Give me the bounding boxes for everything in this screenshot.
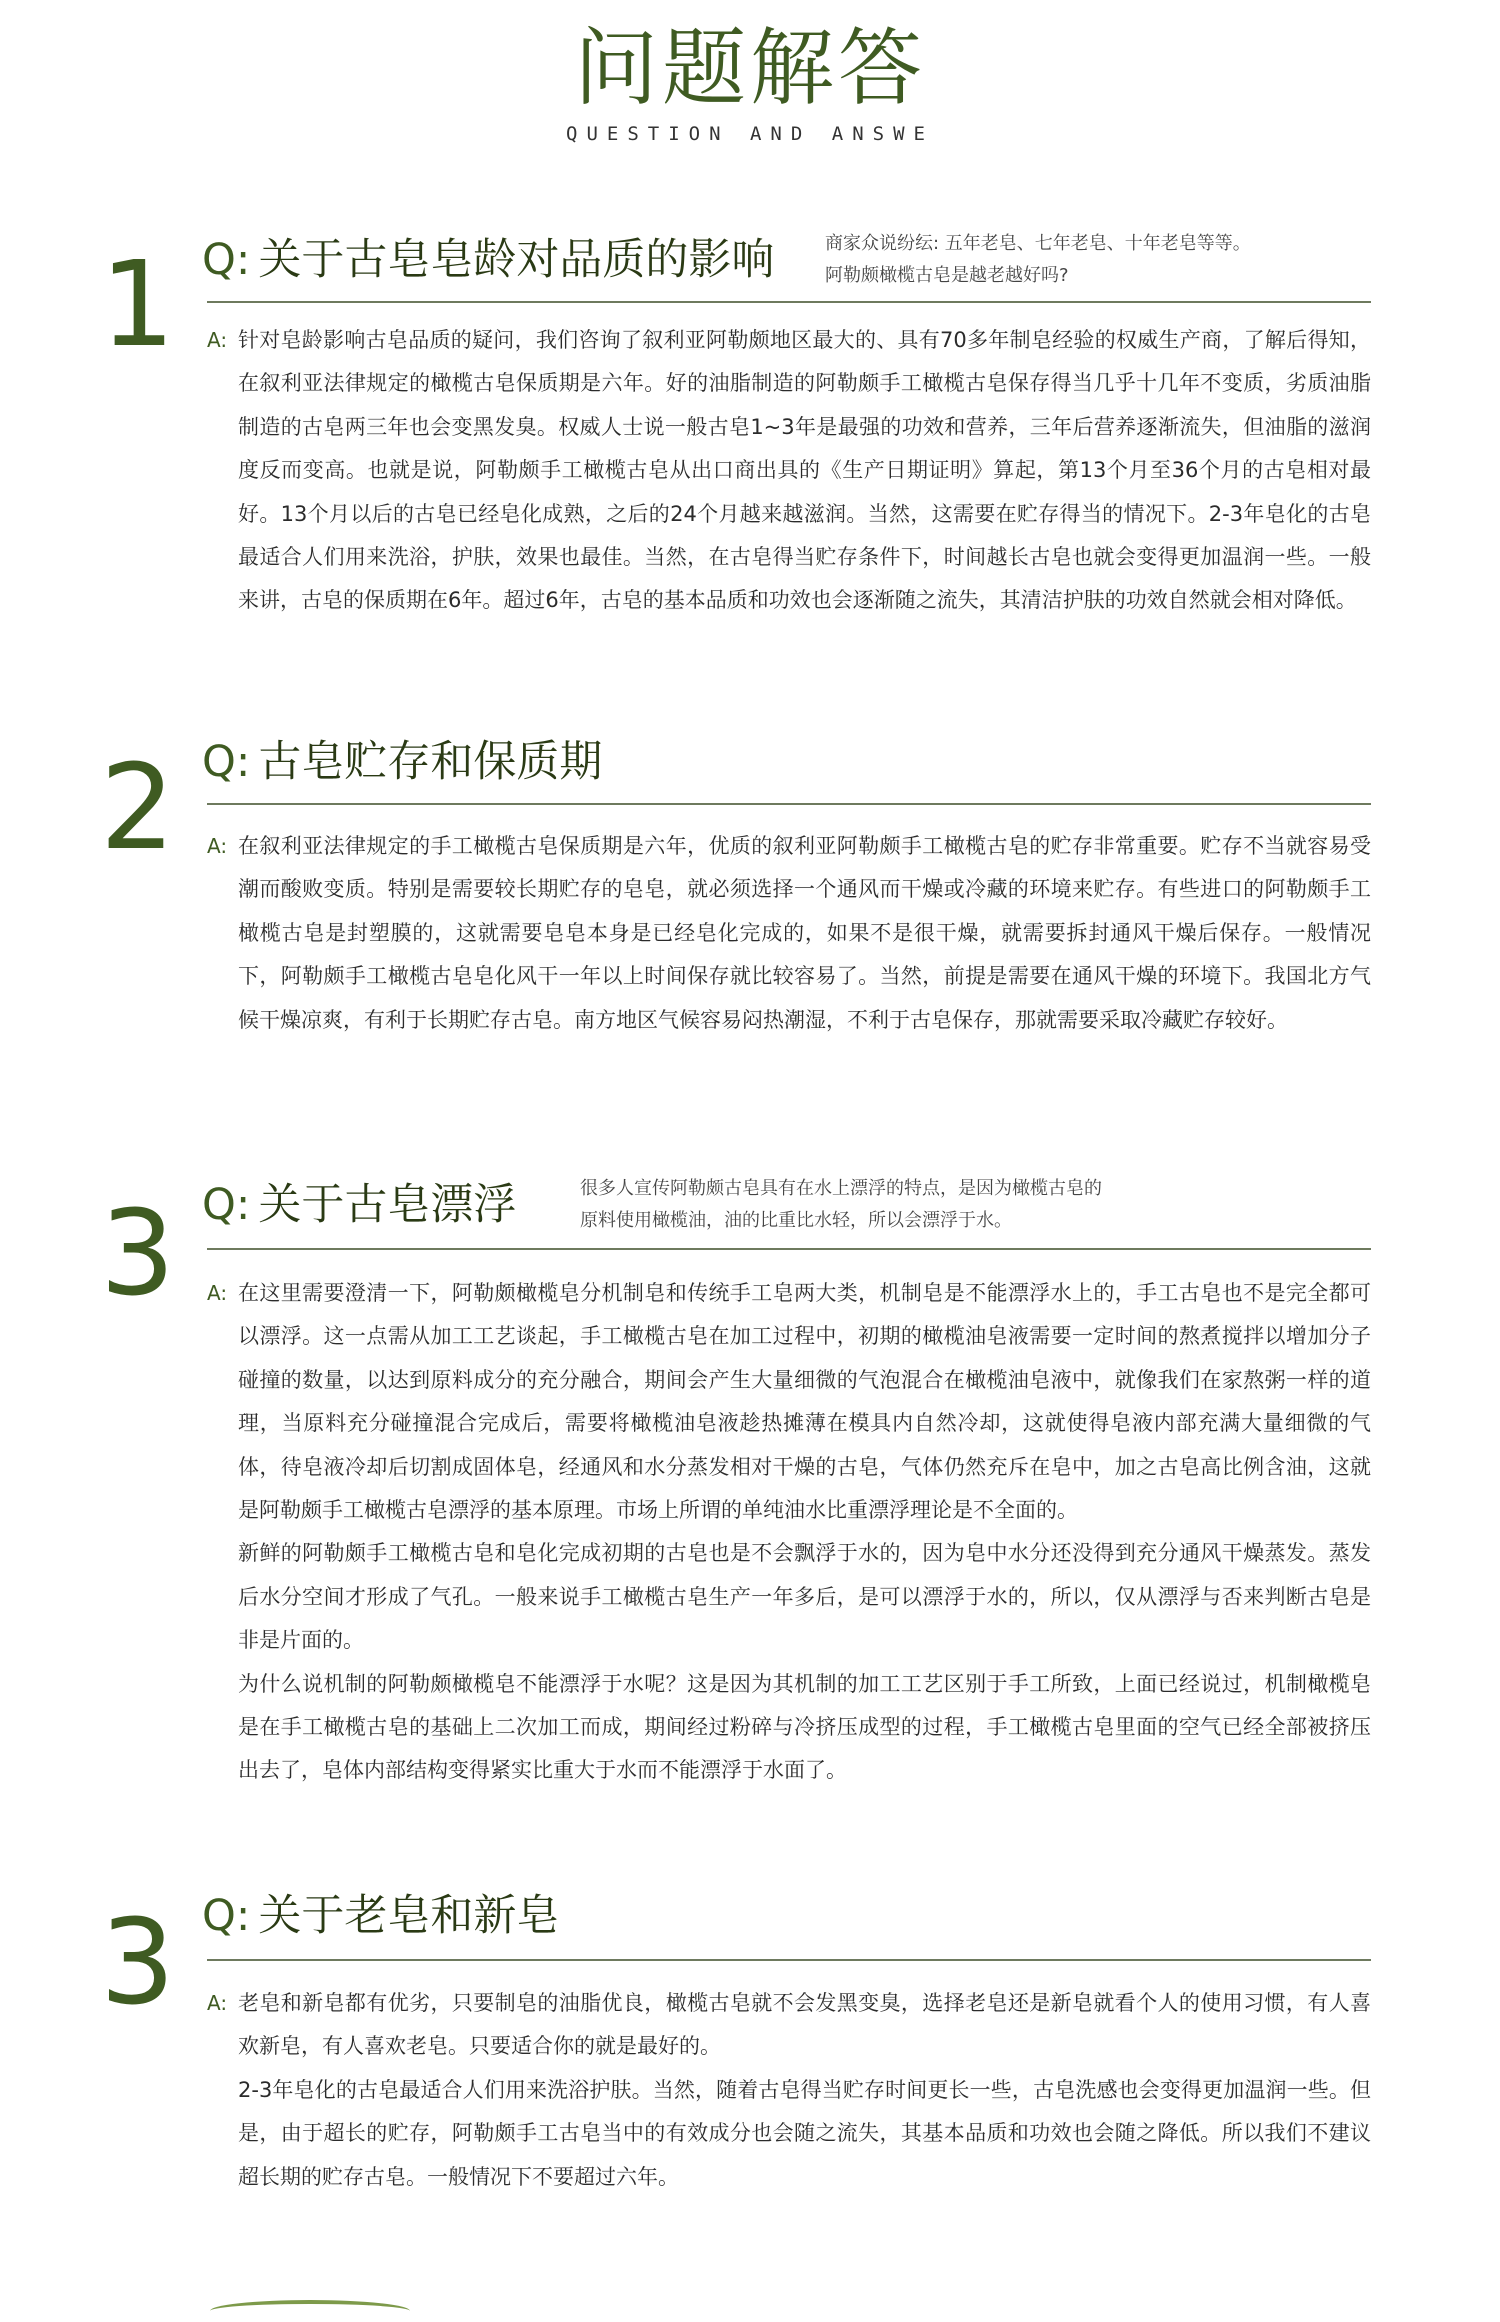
bottom-decoration bbox=[210, 2300, 410, 2322]
note-line: 商家众说纷纭: 五年老皂、七年老皂、十年老皂等等。 bbox=[825, 233, 1251, 254]
section-number: 2 bbox=[100, 738, 176, 876]
answer-prefix: A: bbox=[207, 1281, 228, 1305]
answer-paragraph: 在这里需要澄清一下，阿勒颇橄榄皂分机制皂和传统手工皂两大类，机制皂是不能漂浮水上的，手工古皂也不是完全都可以漂浮。这一点需从加工工艺谈起，手工橄榄古皂在加工过程中，初期的橄榄油皂液需要一定时间的熬煮搅拌以增加分子碰撞的数量，以达到原料成分的充分融合，期间会产生大量细微的气泡混合在橄榄油皂液中，就像我们在家熬粥一样的道理，当原料充分碰撞混合完成后，需要将橄榄油皂液趁热摊薄在模具内自然冷却，这就使得皂液内部充满大量细微的气体，待皂液冷却后切割成固体皂，经通风和水分蒸发相对干燥的古皂，气体仍然充斥在皂中，加之古皂高比例含油，这就是阿勒颇手工橄榄古皂漂浮的基本原理。市场上所谓的单纯油水比重漂浮理论是不全面的。 bbox=[238, 1281, 1371, 1523]
answer-prefix: A: bbox=[207, 328, 228, 352]
answer-paragraph: 针对皂龄影响古皂品质的疑问，我们咨询了叙利亚阿勒颇地区最大的、具有70多年制皂经验的权威生产商，了解后得知，在叙利亚法律规定的橄榄古皂保质期是六年。好的油脂制造的阿勒颇手工橄榄古皂保存得当几乎十几年不变质，劣质油脂制造的古皂两三年也会变黑发臭。权威人士说一般古皂1~3年是最强的功效和营养，三年后营养逐渐流失，但油脂的滋润度反而变高。也就是说，阿勒颇手工橄榄古皂从出口商出具的《生产日期证明》算起，第13个月至36个月的古皂相对最好。13个月以后的古皂已经皂化成熟，之后的24个月越来越滋润。当然，这需要在贮存得当的情况下。2-3年皂化的古皂最适合人们用来洗浴，护肤，效果也最佳。当然，在古皂得当贮存条件下，时间越长古皂也就会变得更加温润一些。一般来讲，古皂的保质期在6年。超过6年，古皂的基本品质和功效也会逐渐随之流失，其清洁护肤的功效自然就会相对降低。 bbox=[238, 328, 1371, 613]
answer-text bbox=[238, 1982, 1371, 2199]
answer-text bbox=[238, 319, 1371, 623]
question-heading bbox=[202, 1888, 559, 1944]
answer-paragraph: 新鲜的阿勒颇手工橄榄古皂和皂化完成初期的古皂也是不会飘浮于水的，因为皂中水分还没得到充分通风干燥蒸发。蒸发后水分空间才形成了气孔。一般来说手工橄榄古皂生产一年多后，是可以漂浮于水的，所以，仅从漂浮与否来判断古皂是非是片面的。 bbox=[238, 1541, 1371, 1653]
note-line: 阿勒颇橄榄古皂是越老越好吗? bbox=[825, 265, 1069, 286]
question-text: 关于古皂漂浮 bbox=[258, 1180, 517, 1230]
page-subtitle: QUESTION AND ANSWE bbox=[566, 123, 934, 145]
answer-paragraph: 老皂和新皂都有优劣，只要制皂的油脂优良，橄榄古皂就不会发黑变臭，选择老皂还是新皂就看个人的使用习惯，有人喜欢新皂，有人喜欢老皂。只要适合你的就是最好的。 bbox=[238, 1991, 1371, 2059]
section-divider bbox=[207, 1959, 1371, 1961]
question-text: 关于老皂和新皂 bbox=[258, 1891, 560, 1941]
question-text: 关于古皂皂龄对品质的影响 bbox=[258, 235, 775, 285]
section-divider bbox=[207, 803, 1371, 805]
section-divider bbox=[207, 301, 1371, 303]
page-title: 问题解答 bbox=[573, 19, 926, 117]
question-note bbox=[580, 1173, 1102, 1237]
section-number: 3 bbox=[100, 1184, 176, 1322]
question-heading bbox=[202, 734, 602, 790]
section-number: 3 bbox=[100, 1893, 176, 2031]
answer-prefix: A: bbox=[207, 834, 228, 858]
answer-text bbox=[238, 1272, 1371, 1793]
question-prefix: Q: bbox=[202, 737, 251, 787]
question-prefix: Q: bbox=[202, 1891, 251, 1941]
question-prefix: Q: bbox=[202, 1180, 251, 1230]
question-prefix: Q: bbox=[202, 235, 251, 285]
note-line: 很多人宣传阿勒颇古皂具有在水上漂浮的特点，是因为橄榄古皂的 bbox=[580, 1178, 1102, 1199]
question-note bbox=[825, 228, 1251, 292]
answer-paragraph: 在叙利亚法律规定的手工橄榄古皂保质期是六年，优质的叙利亚阿勒颇手工橄榄古皂的贮存非常重要。贮存不当就容易受潮而酸败变质。特别是需要较长期贮存的皂皂，就必须选择一个通风而干燥或冷藏的环境来贮存。有些进口的阿勒颇手工橄榄古皂是封塑膜的，这就需要皂皂本身是已经皂化完成的，如果不是很干燥，就需要拆封通风干燥后保存。一般情况下，阿勒颇手工橄榄古皂皂化风干一年以上时间保存就比较容易了。当然，前提是需要在通风干燥的环境下。我国北方气候干燥凉爽，有利于长期贮存古皂。南方地区气候容易闷热潮湿，不利于古皂保存，那就需要采取冷藏贮存较好。 bbox=[238, 834, 1371, 1032]
answer-paragraph: 为什么说机制的阿勒颇橄榄皂不能漂浮于水呢？这是因为其机制的加工工艺区别于手工所致，上面已经说过，机制橄榄皂是在手工橄榄古皂的基础上二次加工而成，期间经过粉碎与冷挤压成型的过程，手工橄榄古皂里面的空气已经全部被挤压出去了，皂体内部结构变得紧实比重大于水而不能漂浮于水面了。 bbox=[238, 1671, 1371, 1783]
section-number: 1 bbox=[100, 235, 176, 373]
question-heading bbox=[202, 1177, 516, 1233]
note-line: 原料使用橄榄油，油的比重比水轻，所以会漂浮于水。 bbox=[580, 1210, 1012, 1231]
section-divider bbox=[207, 1248, 1371, 1250]
answer-paragraph: 2-3年皂化的古皂最适合人们用来洗浴护肤。当然，随着古皂得当贮存时间更长一些，古皂洗感也会变得更加温润一些。但是，由于超长的贮存，阿勒颇手工古皂当中的有效成分也会随之流失，其基本品质和功效也会随之降低。所以我们不建议超长期的贮存古皂。一般情况下不要超过六年。 bbox=[238, 2077, 1371, 2189]
question-text: 古皂贮存和保质期 bbox=[258, 737, 603, 787]
answer-prefix: A: bbox=[207, 1991, 228, 2015]
answer-text bbox=[238, 825, 1371, 1042]
question-heading bbox=[202, 232, 774, 288]
